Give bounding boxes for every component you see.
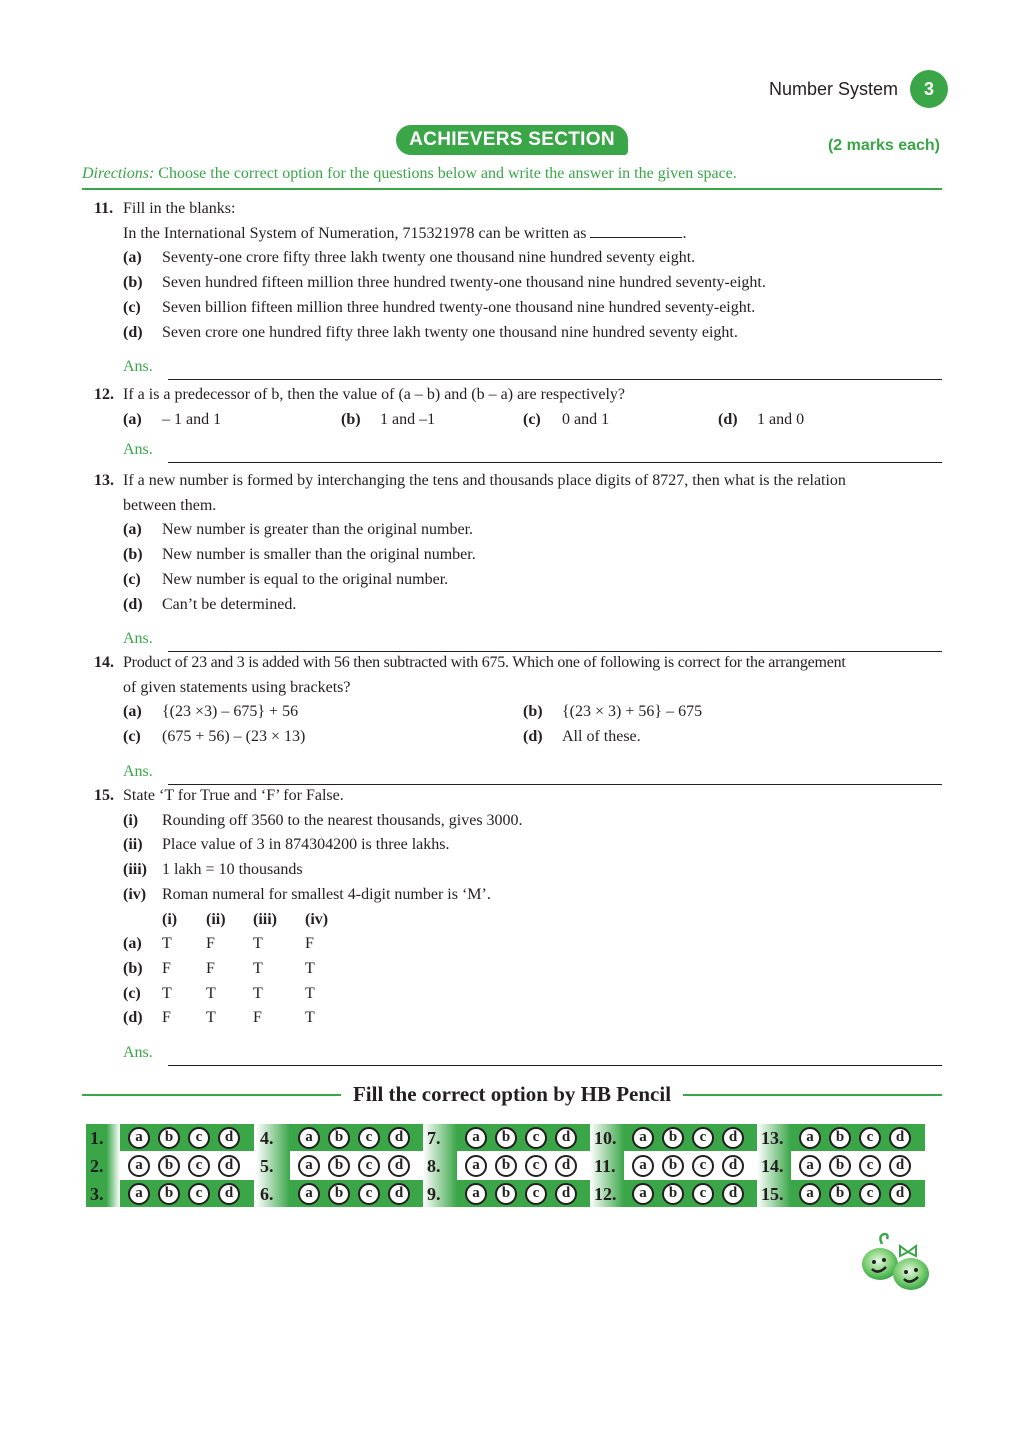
omr-bubble-group (795, 1181, 915, 1207)
question-text: If a new number is formed by interchanging the tens and thousands place digits of 8727, then what is the relation (123, 472, 846, 489)
cell: F (206, 935, 215, 953)
omr-question-row (90, 1124, 244, 1152)
omr-question-number: 8. (427, 1155, 441, 1176)
omr-bubble-c[interactable]: c (188, 1127, 210, 1149)
option-label: (a) (123, 521, 142, 539)
question-number: 14. (94, 654, 114, 671)
omr-bubble-a[interactable]: a (465, 1155, 487, 1177)
omr-question-number: 12. (594, 1183, 617, 1204)
omr-bubble-a[interactable]: a (632, 1155, 654, 1177)
option-text: (675 + 56) – (23 × 13) (162, 728, 306, 746)
omr-bubble-c[interactable]: c (692, 1183, 714, 1205)
option-b (523, 700, 702, 725)
omr-bubble-d[interactable]: d (889, 1127, 911, 1149)
directions-label: Directions: (82, 165, 155, 182)
answer-label: Ans. (123, 441, 153, 459)
omr-question-row (594, 1180, 748, 1208)
answer-line[interactable] (123, 438, 942, 463)
omr-bubble-c[interactable]: c (859, 1155, 881, 1177)
section-title: ACHIEVERS SECTION (396, 125, 628, 155)
omr-bubble-b[interactable]: b (495, 1183, 517, 1205)
statement-label: (iv) (123, 885, 147, 903)
option-label: (b) (123, 274, 143, 292)
statement-label: (i) (123, 811, 139, 829)
omr-bubble-c[interactable]: c (859, 1127, 881, 1149)
statement-label: (iii) (123, 861, 147, 879)
option-c (123, 725, 523, 750)
question-14 (94, 651, 942, 785)
option-d (523, 725, 641, 750)
statement-text: 1 lakh = 10 thousands (162, 861, 303, 879)
omr-bubble-d[interactable]: d (889, 1183, 911, 1205)
question-11: 11. Fill in the blanks: In the International System of Numeration, 715321978 can be written as . (a) Seventy-one crore fifty three lakh twenty one thousand nine hundred seventy eight. (b) Seven hundred fifteen million three hundred twenty-one thousand nine hundred seventy-eight. (c) Seven billion fifteen million three hundred twenty-one thousand nine hundred seventy-eight. (d) Seven crore one hundred fifty three lakh twenty one thousand nine hundred seventy eight. Ans. (94, 197, 942, 380)
option-text: 1 and –1 (380, 410, 436, 428)
option-label: (d) (123, 1009, 143, 1027)
option-label: (c) (123, 984, 141, 1002)
omr-title-bar (82, 1082, 942, 1107)
omr-bubble-a[interactable]: a (465, 1183, 487, 1205)
omr-bubble-b[interactable]: b (495, 1155, 517, 1177)
cell: F (206, 959, 215, 977)
omr-question-number: 5. (260, 1155, 274, 1176)
option-text: {(23 × 3) + 56} – 675 (562, 703, 703, 721)
option-label: (a) (123, 935, 142, 953)
omr-bubble-a[interactable]: a (632, 1183, 654, 1205)
table-row (123, 1006, 942, 1031)
chapter-title: Number System (768, 78, 898, 99)
omr-bubble-group (124, 1181, 244, 1207)
omr-bubble-a[interactable]: a (799, 1183, 821, 1205)
omr-bubble-a[interactable]: a (799, 1127, 821, 1149)
cell: T (253, 984, 263, 1002)
statement-label: (ii) (123, 836, 143, 854)
fill-blank[interactable] (590, 223, 682, 238)
option-a (123, 246, 942, 271)
omr-bubble-b[interactable]: b (662, 1183, 684, 1205)
question-text-continued: of given statements using brackets? (123, 678, 351, 696)
question-number: 11. (94, 200, 114, 217)
question-13 (94, 469, 942, 652)
directions-divider (82, 188, 942, 190)
omr-bubble-c[interactable]: c (525, 1127, 547, 1149)
omr-question-row (761, 1180, 915, 1208)
omr-bubble-d[interactable]: d (722, 1155, 744, 1177)
omr-bubble-c[interactable]: c (188, 1155, 210, 1177)
omr-bubble-a[interactable]: a (128, 1183, 150, 1205)
question-text: If a is a predecessor of b, then the value of (a – b) and (b – a) are respectively? (123, 386, 625, 403)
option-label: (a) (123, 703, 142, 721)
omr-bubble-c[interactable]: c (358, 1155, 380, 1177)
answer-line[interactable] (123, 355, 942, 380)
omr-bubble-a[interactable]: a (128, 1127, 150, 1149)
column-header: (ii) (206, 910, 226, 928)
statement-iii (123, 858, 942, 883)
question-number: 15. (94, 787, 114, 804)
omr-bubble-b[interactable]: b (829, 1127, 851, 1149)
option-label: (c) (123, 728, 141, 746)
omr-bubble-c[interactable]: c (692, 1155, 714, 1177)
omr-bubble-b[interactable]: b (328, 1127, 350, 1149)
omr-title: Fill the correct option by HB Pencil (352, 1082, 672, 1106)
question-text-continued: between them. (123, 496, 217, 514)
omr-bubble-a[interactable]: a (128, 1155, 150, 1177)
omr-bubble-group (628, 1153, 748, 1179)
answer-input[interactable] (168, 768, 942, 785)
omr-bubble-a[interactable]: a (799, 1155, 821, 1177)
omr-bubble-d[interactable]: d (889, 1155, 911, 1177)
omr-bubble-c[interactable]: c (188, 1183, 210, 1205)
option-text: 1 and 0 (757, 410, 805, 428)
option-text: Seventy-one crore fifty three lakh twenty one thousand nine hundred seventy eight. (162, 249, 696, 267)
option-a (123, 408, 341, 433)
answer-label: Ans. (123, 762, 153, 780)
omr-question-number: 10. (594, 1127, 617, 1148)
omr-bubble-c[interactable]: c (525, 1155, 547, 1177)
question-number: 13. (94, 472, 114, 489)
omr-bubble-d[interactable]: d (218, 1127, 240, 1149)
option-label: (d) (523, 728, 543, 746)
omr-bubble-group (461, 1181, 581, 1207)
omr-question-row (427, 1180, 581, 1208)
omr-bubble-c[interactable]: c (358, 1127, 380, 1149)
column-header: (iii) (253, 910, 277, 928)
mascot-icon (856, 1232, 940, 1296)
answer-line[interactable] (123, 627, 942, 652)
option-b (123, 271, 942, 296)
omr-bubble-group (124, 1153, 244, 1179)
answer-label: Ans. (123, 630, 153, 648)
omr-bubble-b[interactable]: b (495, 1127, 517, 1149)
table-header (162, 908, 942, 933)
option-d (123, 321, 942, 346)
option-label: (a) (123, 410, 142, 428)
column-header: (iv) (305, 910, 329, 928)
divider (82, 1094, 341, 1096)
option-text: 0 and 1 (562, 410, 610, 428)
true-false-table (123, 908, 942, 1032)
column-header: (i) (162, 910, 178, 928)
option-label: (c) (123, 298, 141, 316)
omr-bubble-a[interactable]: a (298, 1183, 320, 1205)
option-label: (d) (123, 323, 143, 341)
option-label: (d) (718, 410, 738, 428)
answer-input[interactable] (168, 446, 942, 463)
omr-bubble-b[interactable]: b (662, 1155, 684, 1177)
option-label: (b) (123, 546, 143, 564)
option-a (123, 518, 942, 543)
omr-bubble-group (628, 1181, 748, 1207)
omr-bubble-a[interactable]: a (465, 1127, 487, 1149)
question-text: Product of 23 and 3 is added with 56 then subtracted with 675. Which one of following is correct for the arrangement (123, 654, 846, 671)
omr-question-number: 9. (427, 1183, 441, 1204)
option-d (123, 593, 942, 618)
omr-bubble-b[interactable]: b (328, 1155, 350, 1177)
statement-iv (123, 883, 942, 908)
answer-input[interactable] (168, 1049, 942, 1066)
option-d (718, 408, 804, 433)
omr-bubble-group (461, 1125, 581, 1151)
option-label: (b) (341, 410, 361, 428)
omr-bubble-d[interactable]: d (555, 1155, 577, 1177)
omr-bubble-group (294, 1181, 414, 1207)
table-row (123, 932, 942, 957)
omr-bubble-a[interactable]: a (632, 1127, 654, 1149)
omr-question-row (594, 1124, 748, 1152)
omr-bubble-c[interactable]: c (859, 1183, 881, 1205)
option-text: New number is greater than the original number. (162, 521, 474, 539)
page-number-badge: 3 (910, 70, 948, 108)
omr-question-number: 11. (594, 1155, 616, 1176)
answer-label: Ans. (123, 358, 153, 376)
option-c (123, 296, 942, 321)
option-text: New number is equal to the original number. (162, 570, 449, 588)
omr-bubble-d[interactable]: d (218, 1183, 240, 1205)
statement-text: Place value of 3 in 874304200 is three lakhs. (162, 836, 450, 854)
omr-answer-sheet (86, 1123, 940, 1209)
omr-bubble-d[interactable]: d (555, 1127, 577, 1149)
omr-bubble-d[interactable]: d (388, 1155, 410, 1177)
marks-label: (2 marks each) (827, 137, 940, 154)
omr-bubble-b[interactable]: b (662, 1127, 684, 1149)
question-text: State ‘T for True and ‘F’ for False. (123, 787, 344, 804)
omr-bubble-group (294, 1125, 414, 1151)
answer-label: Ans. (123, 1044, 153, 1062)
option-text: – 1 and 1 (162, 410, 222, 428)
omr-question-number: 2. (90, 1155, 104, 1176)
omr-bubble-b[interactable]: b (829, 1155, 851, 1177)
omr-question-row (594, 1152, 748, 1180)
question-text: Fill in the blanks: (123, 200, 236, 217)
option-text: All of these. (562, 728, 641, 746)
omr-bubble-group (461, 1153, 581, 1179)
omr-bubble-c[interactable]: c (358, 1183, 380, 1205)
statement-i (123, 809, 942, 834)
divider (683, 1094, 942, 1096)
omr-question-number: 13. (761, 1127, 784, 1148)
omr-question-row (761, 1124, 915, 1152)
page-header (769, 70, 948, 108)
statement-text: Rounding off 3560 to the nearest thousands, gives 3000. (162, 811, 523, 829)
omr-question-number: 1. (90, 1127, 104, 1148)
omr-bubble-group (795, 1125, 915, 1151)
omr-bubble-group (628, 1125, 748, 1151)
answer-line[interactable] (123, 1041, 942, 1066)
omr-question-row (260, 1124, 414, 1152)
option-label: (d) (123, 595, 143, 613)
omr-bubble-d[interactable]: d (555, 1183, 577, 1205)
cell: F (162, 1009, 171, 1027)
omr-question-number: 3. (90, 1183, 104, 1204)
answer-input[interactable] (168, 363, 942, 380)
option-text: New number is smaller than the original number. (162, 546, 476, 564)
question-number: 12. (94, 386, 114, 403)
omr-bubble-d[interactable]: d (388, 1127, 410, 1149)
cell: F (162, 959, 171, 977)
cell: F (305, 935, 314, 953)
omr-bubble-a[interactable]: a (298, 1127, 320, 1149)
option-c (123, 568, 942, 593)
option-text: Seven crore one hundred fifty three lakh twenty one thousand nine hundred seventy eight. (162, 323, 738, 341)
option-a (123, 700, 523, 725)
option-label: (b) (123, 959, 143, 977)
omr-question-row (427, 1124, 581, 1152)
omr-bubble-group (124, 1125, 244, 1151)
omr-bubble-d[interactable]: d (722, 1183, 744, 1205)
option-b (341, 408, 523, 433)
omr-bubble-c[interactable]: c (692, 1127, 714, 1149)
omr-question-number: 15. (761, 1183, 784, 1204)
omr-bubble-a[interactable]: a (298, 1155, 320, 1177)
table-row (123, 957, 942, 982)
option-text: Can’t be determined. (162, 595, 297, 613)
question-subtext: In the International System of Numeration, 715321978 can be written as (123, 224, 587, 242)
omr-question-number: 7. (427, 1127, 441, 1148)
directions (82, 165, 737, 183)
statement-text: Roman numeral for smallest 4-digit number is ‘M’. (162, 885, 491, 903)
omr-bubble-b[interactable]: b (829, 1183, 851, 1205)
table-row (123, 982, 942, 1007)
omr-question-row (761, 1152, 915, 1180)
omr-bubble-d[interactable]: d (218, 1155, 240, 1177)
option-c (523, 408, 718, 433)
answer-input[interactable] (168, 635, 942, 652)
cell: F (253, 1009, 262, 1027)
cell: T (162, 935, 172, 953)
omr-question-row (427, 1152, 581, 1180)
omr-question-number: 4. (260, 1127, 274, 1148)
omr-bubble-group (294, 1153, 414, 1179)
cell: T (253, 959, 263, 977)
cell: T (206, 984, 216, 1002)
cell: T (305, 1009, 315, 1027)
cell: T (253, 935, 263, 953)
omr-bubble-group (795, 1153, 915, 1179)
omr-bubble-d[interactable]: d (388, 1183, 410, 1205)
omr-question-number: 6. (260, 1183, 274, 1204)
omr-bubble-b[interactable]: b (158, 1155, 180, 1177)
cell: T (162, 984, 172, 1002)
option-text: Seven billion fifteen million three hundred twenty-one thousand nine hundred seventy-eight. (162, 298, 756, 316)
question-12 (94, 383, 942, 463)
omr-bubble-d[interactable]: d (722, 1127, 744, 1149)
omr-bubble-b[interactable]: b (158, 1183, 180, 1205)
omr-question-row (90, 1180, 244, 1208)
answer-line[interactable] (123, 760, 942, 785)
option-label: (a) (123, 249, 142, 267)
omr-question-row (260, 1152, 414, 1180)
option-label: (b) (523, 703, 543, 721)
option-label: (c) (523, 410, 541, 428)
option-label: (c) (123, 570, 141, 588)
cell: T (206, 1009, 216, 1027)
omr-question-row (260, 1180, 414, 1208)
omr-question-number: 14. (761, 1155, 784, 1176)
omr-bubble-b[interactable]: b (328, 1183, 350, 1205)
cell: T (305, 984, 315, 1002)
omr-bubble-b[interactable]: b (158, 1127, 180, 1149)
omr-question-row (90, 1152, 244, 1180)
omr-bubble-c[interactable]: c (525, 1183, 547, 1205)
option-text: Seven hundred fifteen million three hundred twenty-one thousand nine hundred seventy-eight. (162, 274, 766, 292)
directions-text: Choose the correct option for the questions below and write the answer in the given space. (154, 165, 737, 182)
option-b (123, 543, 942, 568)
cell: T (305, 959, 315, 977)
statement-ii (123, 833, 942, 858)
question-15 (94, 784, 942, 1066)
option-text: {(23 ×3) – 675} + 56 (162, 703, 299, 721)
